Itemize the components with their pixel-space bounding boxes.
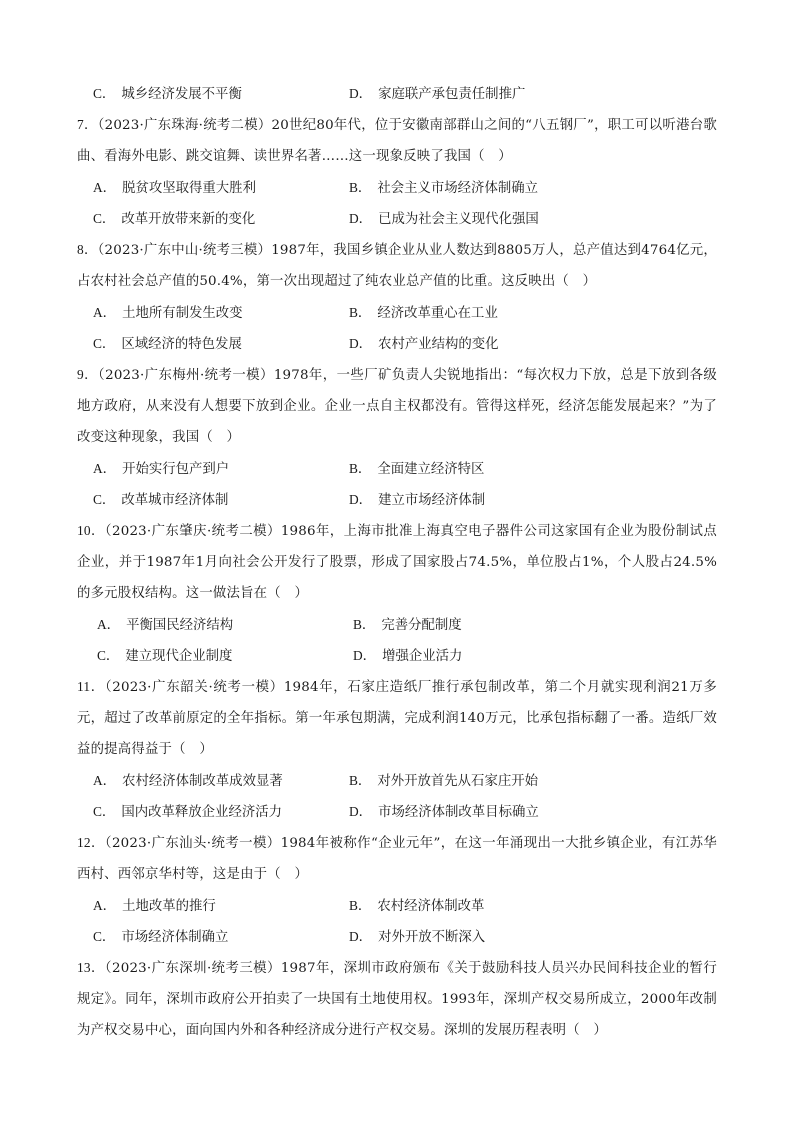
- option-text: 完善分配制度: [381, 618, 462, 633]
- question-stem: [77, 359, 717, 453]
- option-d: [349, 796, 709, 827]
- option-text: 家庭联产承包责任制推广: [378, 87, 526, 102]
- option-text: 已成为社会主义现代化强国: [378, 212, 539, 227]
- question-body: （2023·广东梅州·统考一模）1978年，一些厂矿负责人尖锐地指出：“每次权力下放，总是下放到各级地方政府，从来没有人想要下放到企业。企业一点自主权都没有。管得这样死，经济怎能发展起来？”为了改变这种现象，我国（ ）: [77, 368, 717, 445]
- question-number: 8．: [77, 242, 98, 257]
- option-letter: C．: [93, 492, 116, 507]
- question-body: （2023·广东韶关·统考一模）1984年，石家庄造纸厂推行承包制改革，第二个月就实现利润21万多元，超过了改革前原定的全年指标。第一年承包期满，完成利润140万元，比承包指标翻了一番。造纸厂效益的提高得益于（ ）: [77, 680, 718, 757]
- option-letter: B．: [349, 305, 372, 320]
- option-letter: C．: [97, 648, 120, 663]
- question-stem: [77, 952, 717, 1046]
- question-stem: [77, 671, 717, 765]
- option-letter: D．: [349, 492, 373, 507]
- option-text: 农村经济体制改革: [377, 899, 485, 914]
- option-letter: D．: [353, 648, 377, 663]
- option-text: 农村产业结构的变化: [378, 337, 499, 352]
- option-letter: B．: [349, 461, 372, 476]
- option-letter: A．: [93, 180, 117, 195]
- option-row: [77, 172, 717, 203]
- option-c: [93, 796, 349, 827]
- option-text: 增强企业活力: [382, 649, 463, 664]
- option-letter: B．: [349, 898, 372, 913]
- question-stem: [77, 515, 717, 609]
- option-letter: D．: [349, 86, 373, 101]
- option-row: [77, 640, 717, 671]
- option-letter: D．: [349, 211, 373, 226]
- question-stem: [77, 827, 717, 890]
- question-number: 11．: [77, 679, 105, 694]
- option-row: [77, 921, 717, 952]
- option-text: 城乡经济发展不平衡: [121, 87, 242, 102]
- option-letter: A．: [93, 773, 117, 788]
- option-c: [93, 484, 349, 515]
- option-text: 对外开放不断深入: [378, 930, 486, 945]
- option-text: 国内改革释放企业经济活力: [121, 805, 283, 820]
- option-b: [349, 172, 709, 203]
- option-letter: C．: [93, 804, 116, 819]
- option-d: [349, 78, 709, 109]
- option-d: [353, 640, 713, 671]
- question-number: 9．: [77, 367, 98, 382]
- option-b: [349, 890, 709, 921]
- question-number: 10．: [77, 523, 105, 538]
- option-letter: D．: [349, 929, 373, 944]
- option-row: [77, 765, 717, 796]
- question-7: [77, 109, 717, 234]
- question-body: （2023·广东珠海·统考二模）20世纪80年代，位于安徽南部群山之间的“八五钢厂”，职工可以听港台歌曲、看海外电影、跳交谊舞、读世界名著……这一现象反映了我国（ ）: [77, 118, 717, 164]
- option-c: [93, 78, 349, 109]
- option-row: [77, 453, 717, 484]
- option-text: 平衡国民经济结构: [126, 618, 234, 633]
- option-text: 市场经济体制确立: [121, 930, 229, 945]
- option-b: [349, 453, 709, 484]
- option-text: 土地所有制发生改变: [122, 306, 243, 321]
- option-a: [93, 890, 349, 921]
- option-text: 区域经济的特色发展: [121, 337, 242, 352]
- option-text: 土地改革的推行: [122, 899, 216, 914]
- option-letter: C．: [93, 336, 116, 351]
- option-c: [93, 203, 349, 234]
- option-letter: B．: [349, 773, 372, 788]
- option-text: 农村经济体制改革成效显著: [122, 774, 283, 789]
- option-letter: B．: [353, 617, 376, 632]
- option-text: 全面建立经济特区: [377, 462, 485, 477]
- question-stem: [77, 234, 717, 297]
- option-d: [349, 203, 709, 234]
- question-12: [77, 827, 717, 952]
- option-text: 开始实行包产到户: [122, 462, 230, 477]
- option-letter: A．: [97, 617, 121, 632]
- question-stem: [77, 109, 717, 172]
- question-body: （2023·广东汕头·统考一模）1984年被称作“企业元年”，在这一年涌现出一大批乡镇企业，有江苏华西村、西邻京华村等，这是由于（ ）: [77, 836, 717, 882]
- option-row: [77, 328, 717, 359]
- question-body: （2023·广东肇庆·统考二模）1986年，上海市批准上海真空电子器件公司这家国有企业为股份制试点企业，并于1987年1月向社会公开发行了股票，形成了国家股占74.5%，单位股占1%，个人股占24.5%的多元股权结构。这一做法旨在（ ）: [77, 524, 717, 601]
- option-a: [93, 765, 349, 796]
- option-row: [77, 78, 717, 109]
- question-list: [77, 78, 717, 1046]
- question-11: [77, 671, 717, 827]
- question-number: 7．: [77, 117, 98, 132]
- option-row: [77, 609, 717, 640]
- option-text: 市场经济体制改革目标确立: [378, 805, 539, 820]
- option-a: [93, 609, 353, 640]
- question-number: 13．: [77, 960, 105, 975]
- option-row: [77, 297, 717, 328]
- option-text: 建立市场经济体制: [378, 493, 486, 508]
- option-c: [93, 640, 353, 671]
- option-letter: A．: [93, 305, 117, 320]
- option-row: [77, 796, 717, 827]
- option-a: [93, 172, 349, 203]
- option-a: [93, 453, 349, 484]
- option-letter: D．: [349, 804, 373, 819]
- option-letter: A．: [93, 898, 117, 913]
- option-c: [93, 921, 349, 952]
- option-text: 脱贫攻坚取得重大胜利: [122, 181, 256, 196]
- option-d: [349, 921, 709, 952]
- option-letter: A．: [93, 461, 117, 476]
- option-text: 对外开放首先从石家庄开始: [377, 774, 539, 789]
- option-d: [349, 484, 709, 515]
- option-a: [93, 297, 349, 328]
- option-d: [349, 328, 709, 359]
- option-b: [349, 765, 709, 796]
- option-text: 经济改革重心在工业: [377, 306, 498, 321]
- option-letter: C．: [93, 929, 116, 944]
- option-text: 建立现代企业制度: [125, 649, 233, 664]
- option-row: [77, 890, 717, 921]
- option-letter: D．: [349, 336, 373, 351]
- option-b: [353, 609, 713, 640]
- option-b: [349, 297, 709, 328]
- option-letter: C．: [93, 211, 116, 226]
- option-text: 改革城市经济体制: [121, 493, 229, 508]
- question-9: [77, 359, 717, 515]
- option-row: [77, 203, 717, 234]
- option-text: 社会主义市场经济体制确立: [377, 181, 539, 196]
- option-letter: B．: [349, 180, 372, 195]
- option-c: [93, 328, 349, 359]
- option-letter: C．: [93, 86, 116, 101]
- question-body: （2023·广东深圳·统考三模）1987年，深圳市政府颁布《关于鼓励科技人员兴办民间科技企业的暂行规定》。同年，深圳市政府公开拍卖了一块国有土地使用权。1993年，深圳产权交易所成立，2000年改制为产权交易中心，面向国内外和各种经济成分进行产权交易。深圳的发展历程表明（ ）: [77, 961, 717, 1038]
- question-10: [77, 515, 717, 671]
- question-number: 12．: [77, 835, 105, 850]
- question-body: （2023·广东中山·统考三模）1987年，我国乡镇企业从业人数达到8805万人，总产值达到4764亿元，占农村社会总产值的50.4%，第一次出现超过了纯农业总产值的比重。这反映出（ ）: [77, 243, 717, 289]
- option-text: 改革开放带来新的变化: [121, 212, 256, 227]
- question-8: [77, 234, 717, 359]
- option-row: [77, 484, 717, 515]
- question-13: [77, 952, 717, 1046]
